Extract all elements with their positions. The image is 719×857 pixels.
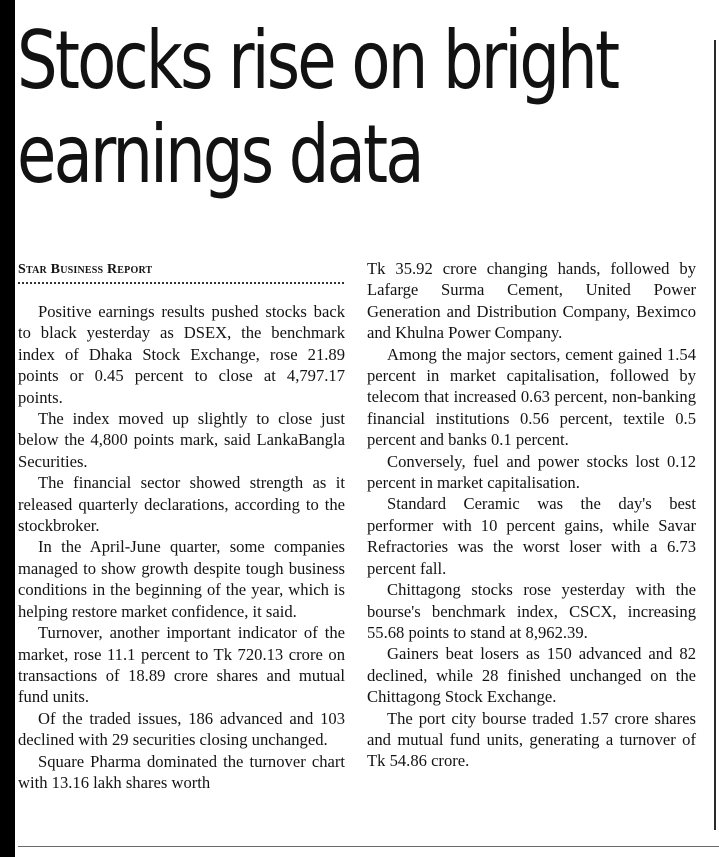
left-margin-bar (0, 0, 15, 857)
paragraph: Of the traded issues, 186 advanced and 103 declined with 29 securities closing unchanged. (18, 708, 345, 750)
paragraph-continued: Tk 35.92 crore changing hands, followed by Lafarge Surma Cement, United Power Generation and Distribution Company, Beximco and Khulna Power Company. (367, 259, 696, 343)
paragraph: Standard Ceramic was the day's best performer with 10 percent gains, while Savar Refractories was the worst loser with a 6.73 percent fall. (367, 494, 696, 578)
paragraph: Positive earnings results pushed stocks back to black yesterday as DSEX, the benchmark index of Dhaka Stock Exchange, rose 21.89 points or 0.45 percent to close at 4,797.17 points. (18, 302, 345, 407)
headline-line-2: earnings data (17, 108, 422, 201)
bottom-rule (18, 846, 719, 847)
paragraph: Conversely, fuel and power stocks lost 0.12 percent in market capitalisation. (367, 451, 696, 493)
headline (17, 14, 618, 202)
paragraph: The financial sector showed strength as it released quarterly declarations, according to the stockbroker. (18, 473, 345, 536)
article-column-2 (367, 258, 696, 772)
right-column-rule (714, 40, 716, 830)
paragraph: Turnover, another important indicator of the market, rose 11.1 percent to Tk 720.13 crore on transactions of 18.89 crore shares and mutual fund units. (18, 623, 345, 707)
paragraph: Gainers beat losers as 150 advanced and 82 declined, while 28 finished unchanged on the Chittagong Stock Exchange. (367, 644, 696, 707)
paragraph: The index moved up slightly to close just below the 4,800 points mark, said LankaBangla Securities. (18, 409, 345, 471)
article-column-1 (18, 301, 345, 793)
paragraph: In the April-June quarter, some companies managed to show growth despite tough business conditions in the beginning of the year, which is helping restore market confidence, it said. (18, 537, 345, 621)
headline-line-1: Stocks rise on bright (17, 14, 618, 107)
paragraph: Among the major sectors, cement gained 1.54 percent in market capitalisation, followed by telecom that increased 0.63 percent, non-banking financial institutions 0.56 percent, textile 0.5 percent and banks 0.1 percent. (367, 344, 696, 450)
paragraph: The port city bourse traded 1.57 crore shares and mutual fund units, generating a turnover of Tk 54.86 crore. (367, 708, 696, 771)
paragraph: Chittagong stocks rose yesterday with the bourse's benchmark index, CSCX, increasing 55.68 points to stand at 8,962.39. (367, 580, 696, 642)
paragraph: Square Pharma dominated the turnover chart with 13.16 lakh shares worth (18, 751, 345, 792)
byline: Star Business Report (18, 262, 153, 277)
byline-divider (18, 282, 344, 284)
